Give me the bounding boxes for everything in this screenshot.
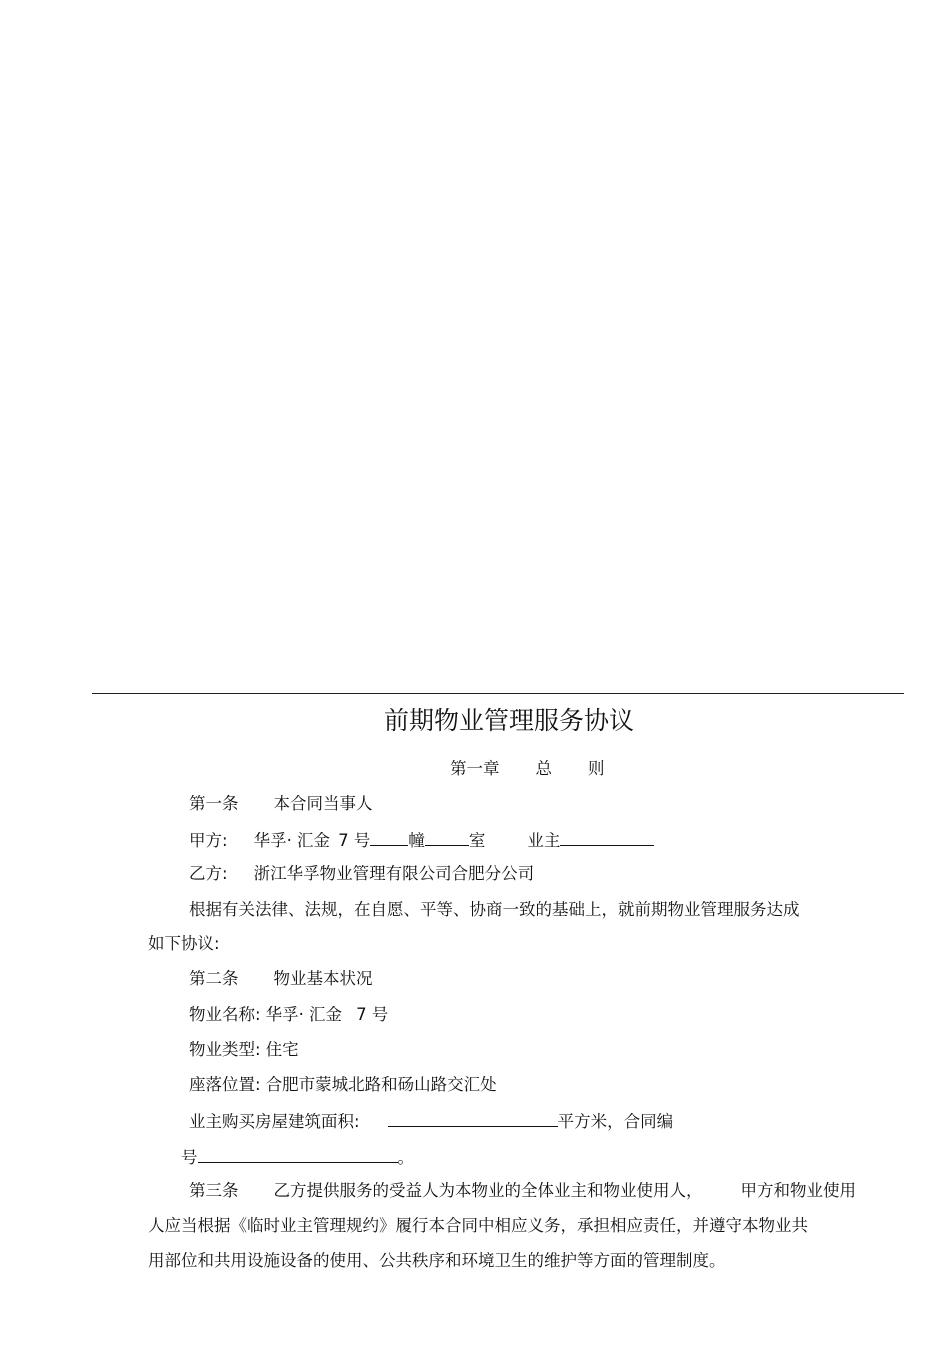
party-b-line <box>189 864 534 884</box>
party-a-unit-1: 幢 <box>408 831 425 850</box>
party-a-owner-label: 业主 <box>527 831 561 850</box>
property-type-label: 物业类型: <box>189 1040 261 1059</box>
article-1 <box>189 794 373 814</box>
location-label: 座落位置: <box>189 1075 261 1094</box>
party-a-line <box>189 829 654 851</box>
property-name-line <box>189 1005 388 1025</box>
area-unit: 平方米，合同编 <box>557 1112 674 1131</box>
property-name-value: 华孚· 汇金 <box>265 1005 343 1024</box>
contract-number-label: 号 <box>181 1148 198 1167</box>
chapter-name-b: 则 <box>588 759 605 778</box>
article-3-line-2: 人应当根据《临时业主管理规约》履行本合同中相应义务，承担相应责任，并遵守本物业共 <box>148 1216 808 1235</box>
location-value: 合肥市蒙城北路和砀山路交汇处 <box>265 1075 497 1094</box>
article-3-label: 第三条 <box>189 1181 239 1200</box>
article-3-part-1: 乙方提供服务的受益人为本物业的全体业主和物业使用人， <box>273 1181 703 1200</box>
document-title: 前期物业管理服务协议 <box>384 706 635 735</box>
contract-number-line <box>181 1146 414 1168</box>
article-3-line-3: 用部位和共用设施设备的使用、公共秩序和环境卫生的维护等方面的管理制度。 <box>148 1251 726 1270</box>
chapter-label: 第一章 <box>450 759 500 778</box>
article-1-text: 本合同当事人 <box>273 794 373 813</box>
chapter-name-a: 总 <box>535 759 552 778</box>
contract-number-suffix: 。 <box>397 1148 414 1167</box>
header-divider <box>92 693 904 694</box>
party-b-name: 浙江华孚物业管理有限公司合肥分公司 <box>253 864 535 883</box>
blank-building <box>370 829 408 846</box>
blank-contract-number <box>198 1146 398 1163</box>
article-2-label: 第二条 <box>189 969 239 988</box>
article-1-label: 第一条 <box>189 794 239 813</box>
article-2 <box>189 969 373 989</box>
area-label: 业主购买房屋建筑面积: <box>189 1112 360 1131</box>
area-line <box>189 1110 673 1132</box>
basis-line-1: 根据有关法律、法规，在自愿、平等、协商一致的基础上，就前期物业管理服务达成 <box>189 900 800 919</box>
blank-area <box>388 1110 558 1127</box>
party-a-building-number: 7 号 <box>338 831 371 850</box>
party-a-unit-2: 室 <box>468 831 486 850</box>
property-type-line <box>189 1040 299 1060</box>
blank-owner-name <box>560 829 654 846</box>
party-b-label: 乙方: <box>189 864 228 883</box>
party-a-address: 华孚· 汇金 <box>253 831 331 850</box>
chapter-heading <box>450 759 605 779</box>
blank-room <box>425 829 469 846</box>
article-3-line-1 <box>189 1181 856 1201</box>
property-type-value: 住宅 <box>265 1040 299 1059</box>
party-a-label: 甲方: <box>189 831 228 850</box>
property-name-label: 物业名称: <box>189 1005 261 1024</box>
property-name-number: 7 号 <box>356 1005 389 1024</box>
basis-line-2: 如下协议: <box>148 934 220 953</box>
location-line <box>189 1075 497 1095</box>
article-2-text: 物业基本状况 <box>273 969 373 988</box>
article-3-part-2: 甲方和物业使用 <box>740 1181 856 1200</box>
